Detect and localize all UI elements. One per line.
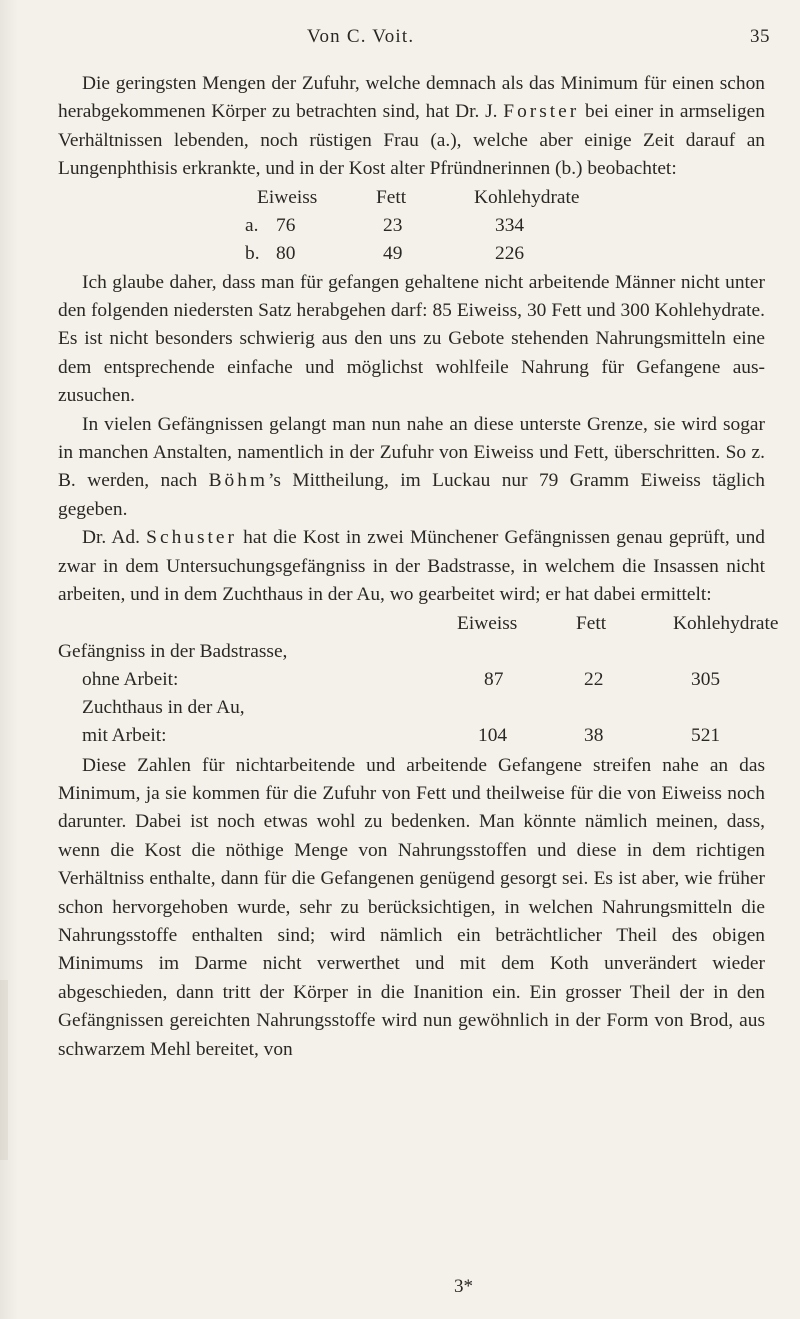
column-header-eiweiss: Eiweiss bbox=[257, 186, 318, 208]
cell-fett: 38 bbox=[584, 724, 604, 746]
cell-kohlehydrate: 334 bbox=[495, 214, 525, 236]
signature-mark: 3* bbox=[454, 1276, 473, 1297]
paragraph-5: Diese Zahlen für nichtarbeitende und arbeitende Gefangene streifen nahe an das Minimum, ja sie kommen für die Zufuhr von Fett und theilweise für die von Eiweiss noch darunter. Dabei ist noch etwas wohl zu bedenken. Man könnte nämlich meinen, dass, wenn die Kost die nöthige Menge von Nahrungsstoffen und diese in dem richtigen Verhältniss enthalte, dann für die Gefangenen genügend gesorgt sei. Es ist aber, wie früher schon hervorgehoben wurde, sehr zu berücksichtigen, in welchen Nahrungsmitteln die Nahrungsstoffe enthalten sind; wird nämlich ein beträchtlicher Theil des obigen Minimums im Darme nicht verwerthet und mit dem Koth unverändert wieder abgeschieden, dann tritt der Körper in die Inanition ein. Ein grosser Theil der in den Gefängnissen gereichten Nahrungsstoffe wird nun gewöhnlich in der Form von Brod, aus schwarzem Mehl bereitet, von bbox=[58, 754, 765, 1060]
cell-fett: 22 bbox=[584, 668, 604, 690]
row-label-condition: mit Arbeit: bbox=[82, 724, 167, 746]
paragraph-1-text-b: bei einer in armseligen Verhältnissen lebenden, noch rüstigen Frau (a.), welche aber einige Zeit darauf an Lungenphthisis erkrankte, und in der Kost alter Pfründnerinnen (b.) beobachtet: bbox=[58, 101, 765, 180]
nutrient-table-minimum bbox=[58, 184, 765, 269]
page-number: 35 bbox=[750, 26, 770, 47]
author-name-boehm: Böhm bbox=[208, 470, 269, 492]
page-header bbox=[0, 22, 800, 52]
cell-eiweiss: 87 bbox=[484, 668, 504, 690]
table-row bbox=[58, 638, 758, 694]
paragraph-2: Ich glaube daher, dass man für gefangen gehaltene nicht arbeitende Männer nicht unter den folgenden niedersten Satz herabgehen darf: 85 Eiweiss, 30 Fett und 300 Kohlehydrate. Es ist nicht besonders schwierig aus den uns zu Gebote stehenden Nahrungsmitteln eine dem entsprechende einfache und möglichst wohlfeile Nahrung für Gefangene aus- zusuchen. bbox=[58, 271, 765, 407]
table-header-row bbox=[58, 610, 779, 638]
table-row bbox=[58, 694, 758, 750]
paragraph-1 bbox=[58, 70, 765, 184]
column-header-kohlehydrate: Kohlehydrate bbox=[673, 612, 779, 634]
cell-kohlehydrate: 226 bbox=[495, 242, 525, 264]
row-label: b. bbox=[245, 242, 260, 264]
paragraph-1-text-a: Die geringsten Mengen der Zufuhr, welche demnach als das Minimum für einen schon herabgekommenen Körper zu betrachten sind, hat Dr. J. bbox=[58, 73, 765, 123]
column-header-fett: Fett bbox=[576, 612, 607, 634]
row-label-institution: Zuchthaus in der Au, bbox=[82, 696, 245, 718]
author-name-forster: Forster bbox=[503, 101, 580, 123]
row-label-condition: ohne Arbeit: bbox=[82, 668, 179, 690]
body-text bbox=[58, 70, 779, 1064]
table-header-row bbox=[58, 184, 758, 212]
page-edge-shadow bbox=[0, 980, 8, 1160]
cell-fett: 23 bbox=[383, 214, 403, 236]
column-header-eiweiss: Eiweiss bbox=[457, 612, 518, 634]
author-name-schuster: Schuster bbox=[146, 527, 237, 549]
paragraph-3 bbox=[58, 411, 765, 525]
cell-eiweiss: 76 bbox=[276, 214, 296, 236]
running-head: Von C. Voit. bbox=[307, 26, 415, 47]
paragraph-4 bbox=[58, 524, 765, 609]
paragraph-3-text-a: In vielen Gefängnissen gelangt man nun nahe an diese unterste Grenze, sie wird sogar in manchen Anstalten, namentlich in der Zufuhr von Eiweiss und Fett, überschritten. So z. B. werden, nach bbox=[58, 413, 765, 492]
row-label: a. bbox=[245, 214, 259, 236]
nutrient-table-prisons bbox=[58, 610, 779, 752]
cell-fett: 49 bbox=[383, 242, 403, 264]
column-header-fett: Fett bbox=[376, 186, 407, 208]
cell-eiweiss: 104 bbox=[478, 724, 508, 746]
table-row bbox=[58, 212, 758, 240]
cell-kohlehydrate: 305 bbox=[691, 668, 721, 690]
cell-eiweiss: 80 bbox=[276, 242, 296, 264]
paragraph-4-text-a: Dr. Ad. bbox=[82, 527, 147, 549]
cell-kohlehydrate: 521 bbox=[691, 724, 721, 746]
paragraph-4-text-b: hat die Kost in zwei Münchener Gefängnissen genau geprüft, und zwar in dem Untersuchungsgefängniss in der Badstrasse, in welchem die Insassen nicht arbeiten, und in dem Zuchthaus in der Au, wo gearbeitet wird; er hat dabei ermittelt: bbox=[58, 527, 765, 606]
column-header-kohlehydrate: Kohlehydrate bbox=[474, 186, 580, 208]
row-label-institution: Gefängniss in der Badstrasse, bbox=[58, 640, 288, 662]
paragraph-3-text-b: ’s Mittheilung, im Luckau nur 79 Gramm Eiweiss täglich gegeben. bbox=[58, 470, 765, 520]
table-row bbox=[58, 240, 758, 268]
